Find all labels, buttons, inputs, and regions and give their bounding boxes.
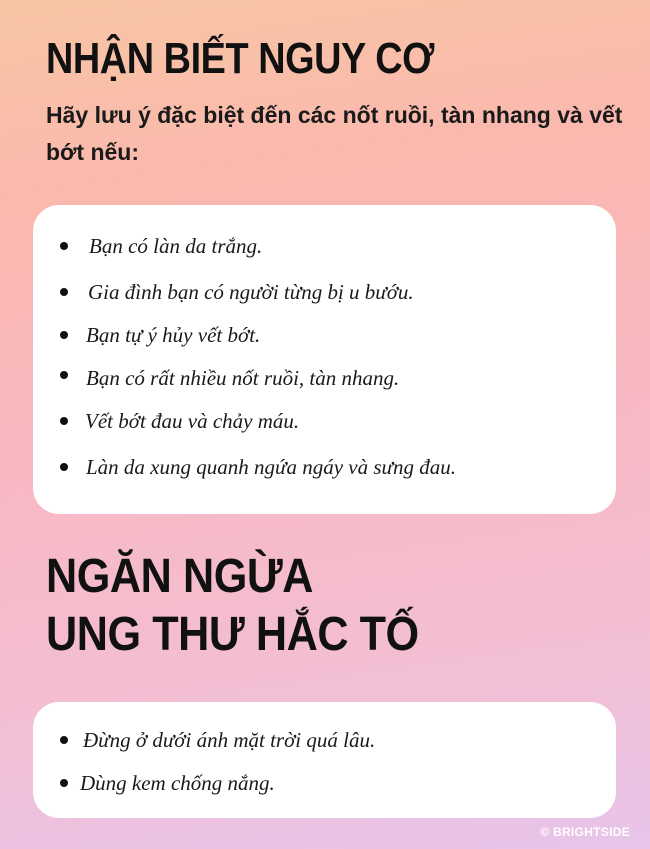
bullet-icon xyxy=(60,242,68,250)
bullet-icon xyxy=(60,463,68,471)
list-item xyxy=(33,320,613,350)
risk-section-title: NHẬN BIẾT NGUY CƠ xyxy=(46,34,434,83)
list-item xyxy=(33,277,613,307)
list-item xyxy=(33,725,613,755)
list-item-text: Đừng ở dưới ánh mặt trời quá lâu. xyxy=(83,728,376,752)
brightside-watermark: © BRIGHTSIDE xyxy=(540,825,630,839)
prevention-card xyxy=(33,702,616,818)
prevention-title-line-1: NGĂN NGỪA xyxy=(46,550,313,603)
bullet-icon xyxy=(60,736,68,744)
prevention-section-title xyxy=(46,548,419,664)
bullet-icon xyxy=(60,371,68,379)
risk-section-subtitle: Hãy lưu ý đặc biệt đến các nốt ruồi, tàn nhang và vết bớt nếu: xyxy=(46,102,623,165)
bullet-icon xyxy=(60,331,68,339)
list-item-text: Bạn có rất nhiều nốt ruồi, tàn nhang. xyxy=(86,366,400,390)
list-item xyxy=(33,363,613,393)
list-item xyxy=(33,452,613,482)
list-item-text: Bạn có làn da trắng. xyxy=(89,234,263,258)
bullet-icon xyxy=(60,288,68,296)
list-item-text: Bạn tự ý hủy vết bớt. xyxy=(86,323,261,347)
list-item xyxy=(33,768,613,798)
list-item xyxy=(33,231,613,261)
risk-factors-card xyxy=(33,205,616,514)
bullet-icon xyxy=(60,417,68,425)
list-item xyxy=(33,406,613,436)
bullet-icon xyxy=(60,779,68,787)
prevention-title-line-2: UNG THƯ HẮC TỐ xyxy=(46,608,419,661)
list-item-text: Dùng kem chống nắng. xyxy=(80,771,275,795)
list-item-text: Vết bớt đau và chảy máu. xyxy=(85,409,300,433)
list-item-text: Gia đình bạn có người từng bị u bướu. xyxy=(88,280,414,304)
list-item-text: Làn da xung quanh ngứa ngáy và sưng đau. xyxy=(86,455,456,479)
